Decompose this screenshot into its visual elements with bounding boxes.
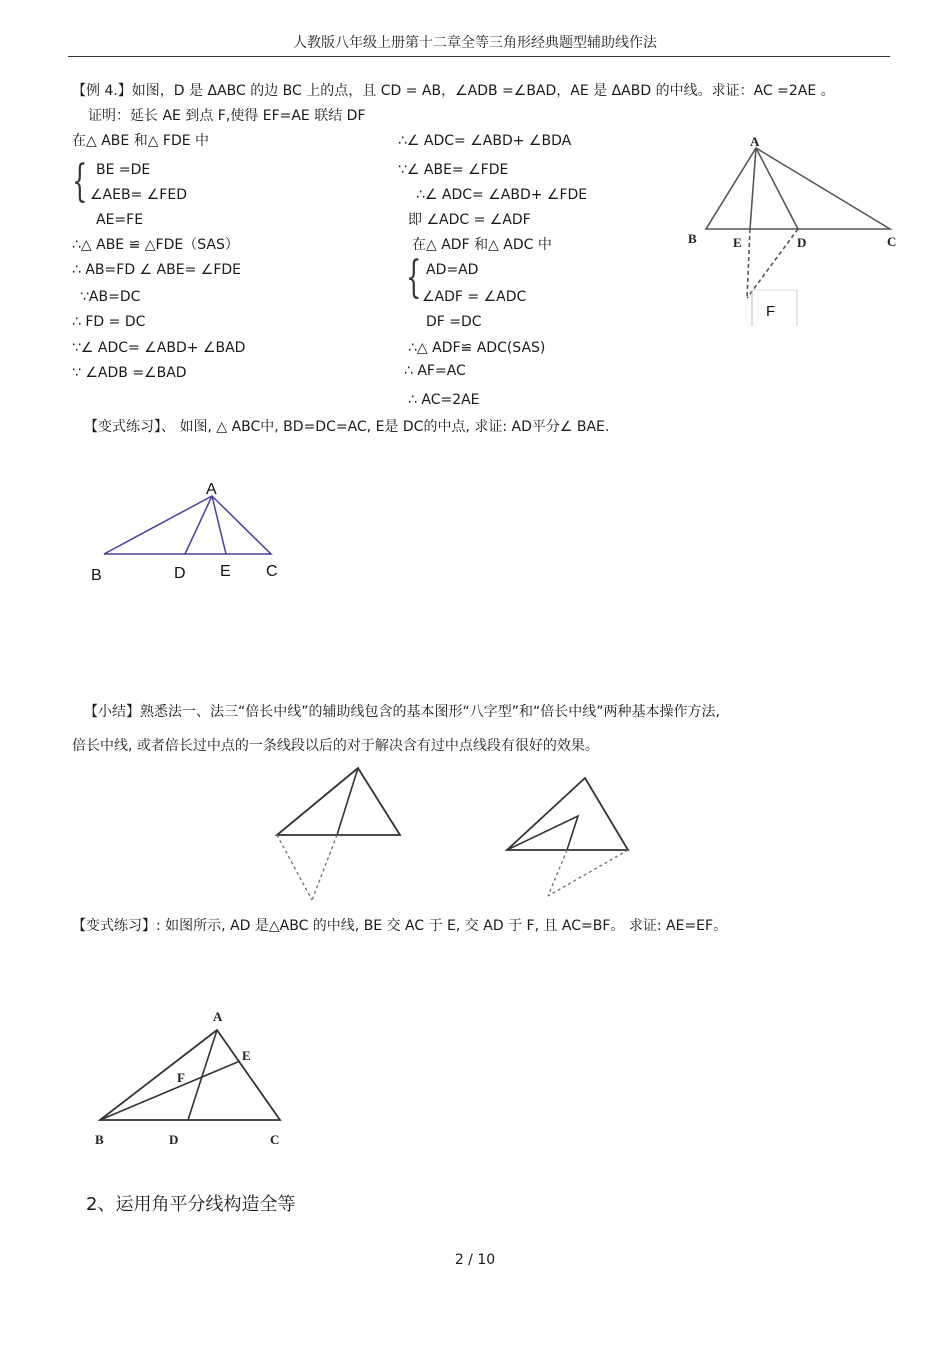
- variation2-figure: [90, 1005, 300, 1150]
- summary-figure-right: [495, 768, 645, 903]
- header-rule: [68, 56, 890, 57]
- proof-left-line: 在△ ABE 和△ FDE 中: [72, 133, 210, 149]
- label-E: E: [220, 563, 231, 580]
- proof-left-line: ∴△ ABE ≌ △FDE（SAS）: [72, 237, 239, 253]
- label-C: C: [887, 234, 897, 249]
- proof-right-line: ∵∠ ABE= ∠FDE: [398, 162, 509, 178]
- label-B: B: [95, 1132, 104, 1147]
- proof-left-line: ∵ ∠ADB =∠BAD: [72, 365, 187, 381]
- label-B: B: [91, 567, 102, 584]
- brace-right: {: [406, 252, 422, 303]
- proof-intro: 证明：延长 AE 到点 F,使得 EF=AE 联结 DF: [88, 108, 366, 124]
- variation1-text: 【变式练习】、 如图, △ ABC中, BD=DC=AC, E是 DC的中点, 求证: AD平分∠ BAE.: [84, 419, 610, 435]
- label-E: E: [733, 235, 742, 250]
- label-A: A: [213, 1009, 223, 1024]
- brace-left: {: [72, 156, 88, 207]
- label-A: A: [206, 481, 217, 498]
- label-C: C: [270, 1132, 280, 1147]
- label-F: F: [766, 303, 776, 320]
- summary-line1: 【小结】熟悉法一、法三“倍长中线”的辅助线包含的基本图形“八字型”和“倍长中线”两种基本操作方法,: [84, 704, 720, 720]
- proof-left-line: ∠AEB= ∠FED: [90, 187, 187, 203]
- proof-right-line: ∴△ ADF≌ ADC(SAS): [408, 340, 546, 356]
- variation1-figure: [85, 478, 315, 588]
- proof-right-line: ∴ AF=AC: [404, 363, 466, 379]
- example4-title: 【例 4.】如图，D 是 ΔABC 的边 BC 上的点，且 CD = AB，∠ADB =∠BAD，AE 是 ΔABD 的中线。求证：AC =2AE 。: [72, 83, 835, 99]
- proof-left-line: BE =DE: [96, 162, 151, 178]
- summary-figure-left: [265, 760, 415, 905]
- proof-left-line: ∵∠ ADC= ∠ABD+ ∠BAD: [72, 340, 246, 356]
- variation2-text: 【变式练习】: 如图所示, AD 是△ABC 的中线, BE 交 AC 于 E, 交 AD 于 F, 且 AC=BF。 求证: AE=EF。: [72, 918, 728, 934]
- summary-line2: 倍长中线, 或者倍长过中点的一条线段以后的对于解决含有过中点线段有很好的效果。: [72, 738, 599, 754]
- label-F: F: [177, 1070, 185, 1085]
- proof-left-line: AE=FE: [96, 212, 144, 228]
- proof-left-line: ∴ AB=FD ∠ ABE= ∠FDE: [72, 262, 241, 278]
- proof-left-line: ∴ FD = DC: [72, 314, 146, 330]
- label-B: B: [688, 231, 697, 246]
- proof-right-line: AD=AD: [426, 262, 479, 278]
- label-D: D: [797, 235, 807, 250]
- proof-right-line: DF =DC: [426, 314, 482, 330]
- page-header: 人教版八年级上册第十二章全等三角形经典题型辅助线作法: [293, 35, 657, 51]
- proof-right-line: 即 ∠ADC = ∠ADF: [408, 212, 531, 228]
- proof-right-line: ∠ADF = ∠ADC: [422, 289, 527, 305]
- label-C: C: [266, 563, 278, 580]
- label-D: D: [174, 565, 186, 582]
- proof-right-line: ∴∠ ADC= ∠ABD+ ∠FDE: [416, 187, 588, 203]
- proof-right-line: ∴∠ ADC= ∠ABD+ ∠BDA: [398, 133, 572, 149]
- label-A: A: [750, 134, 760, 149]
- section2-heading: 2、运用角平分线构造全等: [86, 1194, 296, 1215]
- proof-right-line: ∴ AC=2AE: [408, 392, 480, 408]
- example4-figure: [680, 130, 910, 335]
- label-E: E: [242, 1048, 251, 1063]
- proof-left-line: ∵AB=DC: [80, 289, 141, 305]
- page-number: 2 / 10: [454, 1252, 496, 1268]
- label-D: D: [169, 1132, 179, 1147]
- proof-right-line: 在△ ADF 和△ ADC 中: [412, 237, 552, 253]
